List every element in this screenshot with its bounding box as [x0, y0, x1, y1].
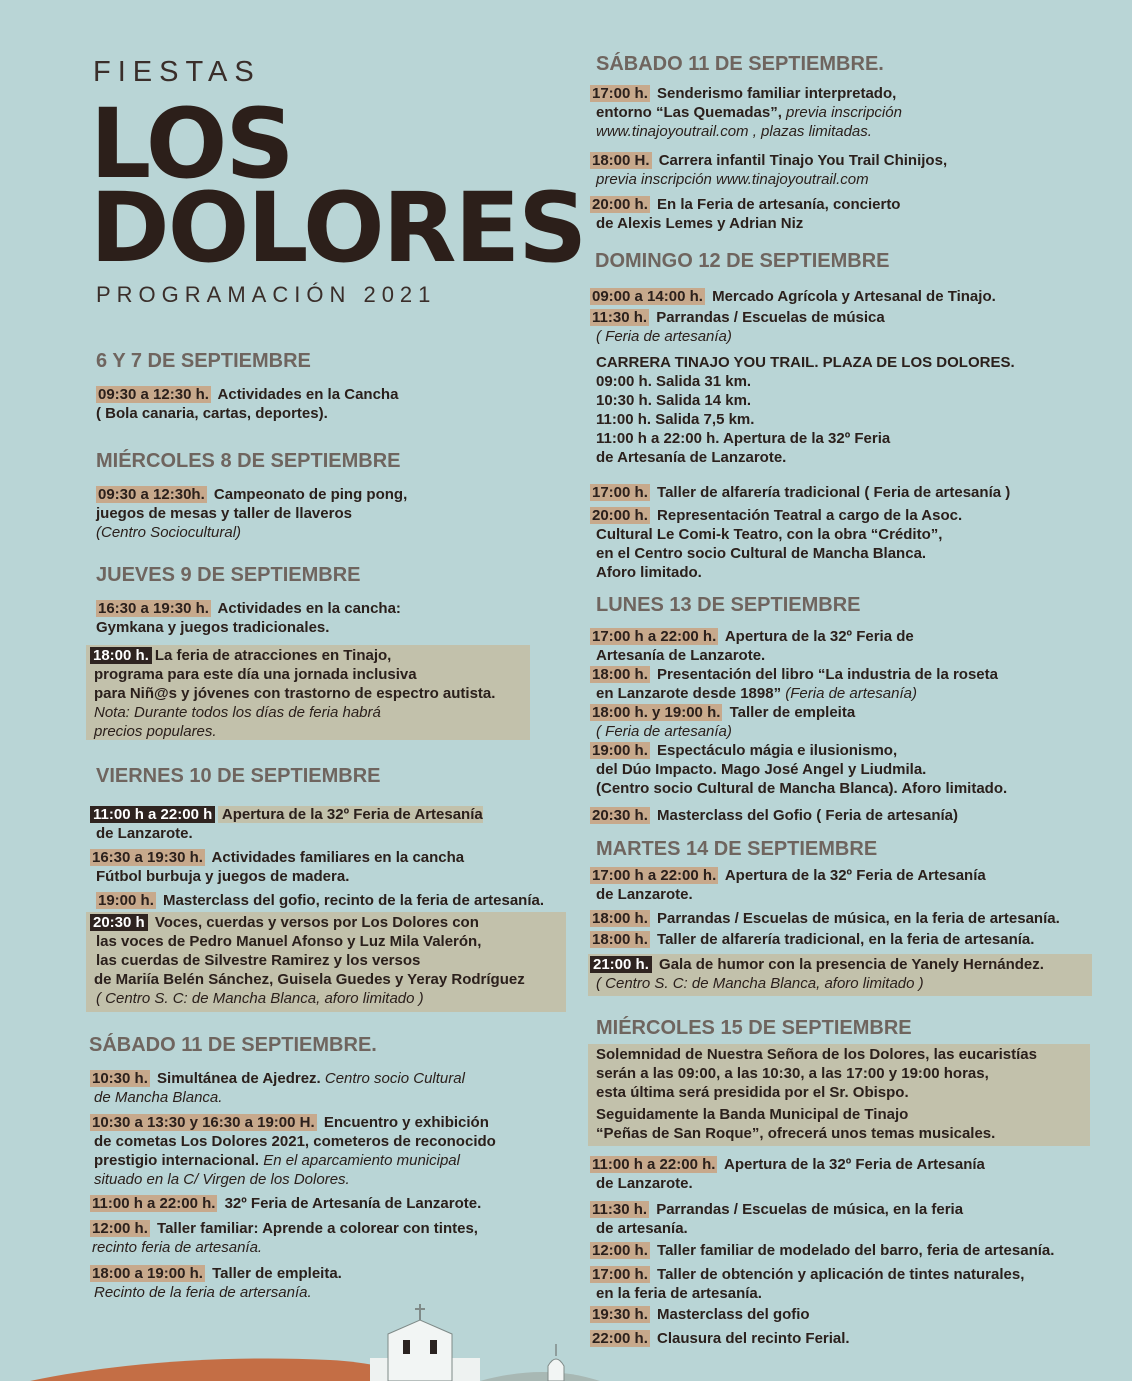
- event: [590, 909, 1060, 928]
- event-time: 20:00 h.: [592, 507, 648, 524]
- event-text: La feria de atracciones en Tinajo,: [154, 647, 392, 664]
- event-time: 17:00 h.: [592, 484, 648, 501]
- event-note: Recinto de la feria de artersanía.: [94, 1284, 312, 1301]
- event-note: previa inscripción: [781, 104, 902, 121]
- hill-shape: [480, 1372, 600, 1381]
- event-time: 18:00 h.: [592, 931, 648, 948]
- event: [590, 195, 900, 233]
- event-text: Masterclass del gofio: [652, 1306, 810, 1323]
- event: [590, 627, 914, 665]
- event-text: las cuerdas de Silvestre Ramirez y los versos: [96, 952, 421, 969]
- event: [596, 1045, 1037, 1143]
- event: [590, 151, 947, 189]
- event-time: 19:30 h.: [592, 1306, 648, 1323]
- event: [90, 1194, 481, 1213]
- event: [590, 483, 1010, 502]
- event-text: Cultural Le Comi-k Teatro, con la obra “Crédito”,: [596, 526, 943, 543]
- event: [90, 1264, 342, 1302]
- event-text: Clausura del recinto Ferial.: [652, 1330, 850, 1347]
- title-dolores: DOLORES: [90, 172, 586, 284]
- event: [96, 385, 398, 423]
- day-heading: JUEVES 9 DE SEPTIEMBRE: [96, 564, 361, 586]
- event: [90, 646, 495, 741]
- event: [96, 485, 407, 542]
- event-time: 20:30 h: [90, 914, 148, 931]
- event-text: Campeonato de ping pong,: [209, 486, 408, 503]
- event-text: Apertura de la 32º Feria de Artesanía: [720, 1156, 985, 1173]
- event: [90, 913, 525, 1008]
- event: [590, 84, 902, 141]
- event: [90, 1219, 478, 1257]
- event-text: Actividades en la cancha:: [213, 600, 401, 617]
- event-text: Presentación del libro “La industria de la roseta: [652, 666, 998, 683]
- event-note: (Feria de artesanía): [781, 685, 917, 702]
- event-text: 32º Feria de Artesanía de Lanzarote.: [220, 1195, 482, 1212]
- event: [590, 866, 986, 904]
- event-time: 17:00 h.: [592, 85, 648, 102]
- event-text: 11:00 h. Salida 7,5 km.: [596, 411, 755, 428]
- event-time: 20:30 h.: [592, 807, 648, 824]
- event-text: Solemnidad de Nuestra Señora de los Dolores, las eucaristías: [596, 1046, 1037, 1063]
- event: [590, 1155, 985, 1193]
- day-heading: LUNES 13 DE SEPTIEMBRE: [596, 594, 861, 616]
- event-text: juegos de mesas y taller de llaveros: [96, 505, 352, 522]
- event-text: del Dúo Impacto. Mago José Angel y Liudmila.: [596, 761, 927, 778]
- event-text: Fútbol burbuja y juegos de madera.: [96, 868, 350, 885]
- fiestas-label: FIESTAS: [93, 56, 261, 88]
- event-note: Nota: Durante todos los días de feria habrá: [94, 704, 381, 721]
- event: [590, 1241, 1054, 1260]
- event-time: 18:00 h.: [90, 647, 152, 664]
- event-text: programa para este día una jornada inclusiva: [94, 666, 417, 683]
- event: [590, 930, 1034, 949]
- event-text: Seguidamente la Banda Municipal de Tinajo: [596, 1106, 909, 1123]
- event-time: 11:30 h.: [592, 309, 648, 326]
- event: [590, 1265, 1024, 1303]
- event-text: Taller de empleita.: [207, 1265, 342, 1282]
- event-note: (Centro Sociocultural): [96, 524, 242, 541]
- event: [590, 287, 996, 306]
- event-time: 18:00 h. y 19:00 h.: [592, 704, 721, 721]
- event-note: previa inscripción www.tinajoyoutrail.com: [596, 171, 869, 188]
- day-heading: DOMINGO 12 DE SEPTIEMBRE: [595, 250, 890, 272]
- event-text: Masterclass del Gofio ( Feria de artesanía): [652, 807, 958, 824]
- event-text: Taller familiar: Aprende a colorear con tintes,: [152, 1220, 478, 1237]
- event: [96, 891, 544, 910]
- event-text: Senderismo familiar interpretado,: [652, 85, 897, 102]
- event-time: 09:00 a 14:00 h.: [592, 288, 703, 305]
- event-time: 11:30 h.: [592, 1201, 648, 1218]
- event-text: Taller de empleita: [725, 704, 856, 721]
- event-note: de Mancha Blanca.: [94, 1089, 223, 1106]
- event-text: Gymkana y juegos tradicionales.: [96, 619, 330, 636]
- event: [590, 741, 1007, 798]
- event-time: 11:00 h a 22:00 h: [90, 806, 215, 823]
- church-landscape-illustration: [0, 1300, 1132, 1381]
- event-time: 12:00 h.: [92, 1220, 148, 1237]
- title-los: LOS: [90, 88, 293, 200]
- event-text: entorno “Las Quemadas”,: [596, 104, 782, 121]
- event-text: prestigio internacional.: [94, 1152, 260, 1169]
- event-note: situado en la C/ Virgen de los Dolores.: [94, 1171, 350, 1188]
- event-note: precios populares.: [94, 723, 217, 740]
- event-text: Simultánea de Ajedrez.: [152, 1070, 321, 1087]
- event-text: Encuentro y exhibición: [319, 1114, 489, 1131]
- event-text: Voces, cuerdas y versos por Los Dolores con: [150, 914, 479, 931]
- event-time: 17:00 h a 22:00 h.: [592, 867, 717, 884]
- event-time: 17:00 h a 22:00 h.: [592, 628, 717, 645]
- event-text: CARRERA TINAJO YOU TRAIL. PLAZA DE LOS DOLORES.: [596, 354, 1015, 371]
- event-note: En el aparcamiento municipal: [259, 1152, 460, 1169]
- event: [590, 308, 885, 346]
- event-text: Aforo limitado.: [596, 564, 702, 581]
- event-text: 10:30 h. Salida 14 km.: [596, 392, 752, 409]
- event: [590, 955, 1044, 993]
- event-time: 19:00 h.: [592, 742, 648, 759]
- church-icon: [370, 1304, 564, 1381]
- event-note: ( Feria de artesanía): [596, 328, 732, 345]
- event-note: www.tinajoyoutrail.com , plazas limitadas.: [596, 123, 872, 140]
- event: [90, 805, 483, 843]
- event: [96, 599, 401, 637]
- event-note: ( Centro S. C: de Mancha Blanca, aforo limitado ): [596, 975, 924, 992]
- event-time: 18:00 a 19:00 h.: [92, 1265, 203, 1282]
- event-text: Carrera infantil Tinajo You Trail Chinijos,: [654, 152, 948, 169]
- event-text: “Peñas de San Roque”, ofrecerá unos temas musicales.: [596, 1125, 996, 1142]
- event-text: (Centro socio Cultural de Mancha Blanca). Aforo limitado.: [596, 780, 1008, 797]
- event-text: de Lanzarote.: [96, 825, 193, 842]
- event-note: Centro socio Cultural: [320, 1070, 465, 1087]
- event-text: de artesanía.: [596, 1220, 688, 1237]
- event-text: Apertura de la 32º Feria de: [721, 628, 914, 645]
- day-heading: SÁBADO 11 DE SEPTIEMBRE.: [596, 53, 884, 75]
- event-text: Parrandas / Escuelas de música: [652, 309, 885, 326]
- day-heading: VIERNES 10 DE SEPTIEMBRE: [96, 765, 381, 787]
- event: [596, 353, 1015, 467]
- event-time: 18:00 h.: [592, 666, 648, 683]
- day-heading: MARTES 14 DE SEPTIEMBRE: [596, 838, 878, 860]
- event-text: Taller de alfarería tradicional, en la feria de artesanía.: [652, 931, 1035, 948]
- event-text: de Lanzarote.: [596, 886, 693, 903]
- event-time: 18:00 H.: [592, 152, 650, 169]
- event-text: Apertura de la 32º Feria de Artesanía: [218, 806, 483, 823]
- event-time: 10:30 h.: [92, 1070, 148, 1087]
- day-heading: 6 Y 7 DE SEPTIEMBRE: [96, 350, 311, 372]
- event-text: Espectáculo mágia e ilusionismo,: [652, 742, 898, 759]
- event-text: Parrandas / Escuelas de música, en la feria: [652, 1201, 964, 1218]
- event-text: Taller de obtención y aplicación de tintes naturales,: [652, 1266, 1025, 1283]
- event-time: 10:30 a 13:30 y 16:30 a 19:00 H.: [92, 1114, 315, 1131]
- event: [590, 1200, 963, 1238]
- event-text: ( Bola canaria, cartas, deportes).: [96, 405, 328, 422]
- event: [590, 506, 962, 582]
- event-time: 16:30 a 19:30 h.: [92, 849, 203, 866]
- event-text: para Niñ@s y jóvenes con trastorno de espectro autista.: [94, 685, 496, 702]
- event: [90, 1113, 496, 1189]
- event-time: 09:30 a 12:30 h.: [98, 386, 209, 403]
- event-note: ( Centro S. C: de Mancha Blanca, aforo limitado ): [96, 990, 424, 1007]
- event-text: En la Feria de artesanía, concierto: [652, 196, 901, 213]
- event-time: 16:30 a 19:30 h.: [98, 600, 209, 617]
- event-text: serán a las 09:00, a las 10:30, a las 17:00 y 19:00 horas,: [596, 1065, 989, 1082]
- day-heading: SÁBADO 11 DE SEPTIEMBRE.: [89, 1034, 377, 1056]
- event-text: en Lanzarote desde 1898”: [596, 685, 782, 702]
- event-text: Gala de humor con la presencia de Yanely Hernández.: [654, 956, 1044, 973]
- event-text: de cometas Los Dolores 2021, cometeros de reconocido: [94, 1133, 496, 1150]
- event: [590, 806, 958, 825]
- event-text: de Mariía Belén Sánchez, Guisela Guedes y Yeray Rodríguez: [94, 971, 525, 988]
- event-text: de Lanzarote.: [596, 1175, 693, 1192]
- programacion-label: PROGRAMACIÓN 2021: [96, 282, 437, 307]
- event-text: Masterclass del gofio, recinto de la feria de artesanía.: [158, 892, 545, 909]
- event-time: 18:00 h.: [592, 910, 648, 927]
- event-time: 11:00 h a 22:00 h.: [92, 1195, 216, 1212]
- event-text: en el Centro socio Cultural de Mancha Blanca.: [596, 545, 927, 562]
- event-text: Actividades familiares en la cancha: [207, 849, 465, 866]
- event-text: Actividades en la Cancha: [213, 386, 399, 403]
- event-time: 09:30 a 12:30h.: [98, 486, 205, 503]
- event-text: las voces de Pedro Manuel Afonso y Luz Mila Valerón,: [96, 933, 482, 950]
- event-time: 11:00 h a 22:00 h.: [592, 1156, 716, 1173]
- event-note: ( Feria de artesanía): [596, 723, 732, 740]
- event-time: 12:00 h.: [592, 1242, 648, 1259]
- event-note: recinto feria de artesanía.: [92, 1239, 263, 1256]
- event-text: Artesanía de Lanzarote.: [596, 647, 766, 664]
- event-text: Mercado Agrícola y Artesanal de Tinajo.: [707, 288, 996, 305]
- event: [90, 1069, 465, 1107]
- event: [590, 703, 855, 741]
- event-time: 20:00 h.: [592, 196, 648, 213]
- event-text: Taller de alfarería tradicional ( Feria de artesanía ): [652, 484, 1011, 501]
- event: [90, 848, 464, 886]
- event-text: de Artesanía de Lanzarote.: [596, 449, 787, 466]
- event-text: 11:00 h a 22:00 h. Apertura de la 32º Feria: [596, 430, 891, 447]
- event-text: Apertura de la 32º Feria de Artesanía: [721, 867, 986, 884]
- event-text: en la feria de artesanía.: [596, 1285, 762, 1302]
- day-heading: MIÉRCOLES 15 DE SEPTIEMBRE: [596, 1017, 912, 1039]
- event-time: 22:00 h.: [592, 1330, 648, 1347]
- day-heading: MIÉRCOLES 8 DE SEPTIEMBRE: [96, 450, 401, 472]
- event-time: 19:00 h.: [98, 892, 154, 909]
- event-time: 17:00 h.: [592, 1266, 648, 1283]
- event-text: de Alexis Lemes y Adrian Niz: [596, 215, 804, 232]
- event-text: 09:00 h. Salida 31 km.: [596, 373, 752, 390]
- event-text: Taller familiar de modelado del barro, feria de artesanía.: [652, 1242, 1055, 1259]
- event: [590, 665, 998, 703]
- event-text: esta última será presidida por el Sr. Obispo.: [596, 1084, 909, 1101]
- event-text: Representación Teatral a cargo de la Asoc.: [652, 507, 963, 524]
- event-time: 21:00 h.: [590, 956, 652, 973]
- event-text: Parrandas / Escuelas de música, en la feria de artesanía.: [652, 910, 1060, 927]
